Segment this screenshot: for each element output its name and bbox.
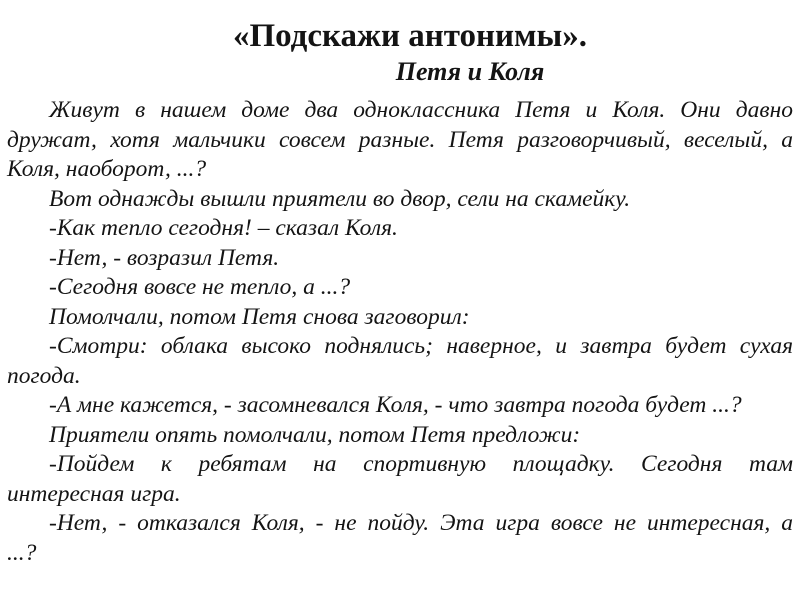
- story-line: дружат, хотя мальчики совсем разные. Петя разговорчивый, веселый, а: [7, 126, 793, 153]
- story-line: -Смотри: облака высоко поднялись; наверное, и завтра будет сухая: [49, 333, 793, 359]
- story-line: погода.: [7, 362, 81, 389]
- story-line: -Пойдем к ребятам на спортивную площадку. Сегодня там: [49, 451, 793, 477]
- page-title: «Подскажи антонимы».: [232, 18, 588, 54]
- story-subtitle: Петя и Коля: [395, 57, 545, 86]
- story-line: Живут в нашем доме два одноклассника Петя и Коля. Они давно: [49, 97, 793, 123]
- story-line: интересная игра.: [7, 480, 181, 507]
- story-line: ...?: [7, 539, 37, 566]
- story-line: Помолчали, потом Петя снова заговорил:: [49, 303, 470, 330]
- story-line: -Как тепло сегодня! – сказал Коля.: [49, 215, 398, 241]
- story-line: -Нет, - отказался Коля, - не пойду. Эта игра вовсе не интересная, а: [49, 510, 793, 536]
- story-line: Коля, наоборот, ...?: [7, 156, 207, 182]
- story-line: -Сегодня вовсе не тепло, а ...?: [49, 274, 351, 300]
- story-line: Вот однажды вышли приятели во двор, сели на скамейку.: [49, 185, 631, 212]
- story-text: [7, 96, 793, 568]
- story-line: Приятели опять помолчали, потом Петя предложи:: [49, 421, 581, 448]
- story-line: -А мне кажется, - засомневался Коля, - что завтра погода будет ...?: [49, 392, 742, 418]
- story-line: -Нет, - возразил Петя.: [49, 244, 280, 271]
